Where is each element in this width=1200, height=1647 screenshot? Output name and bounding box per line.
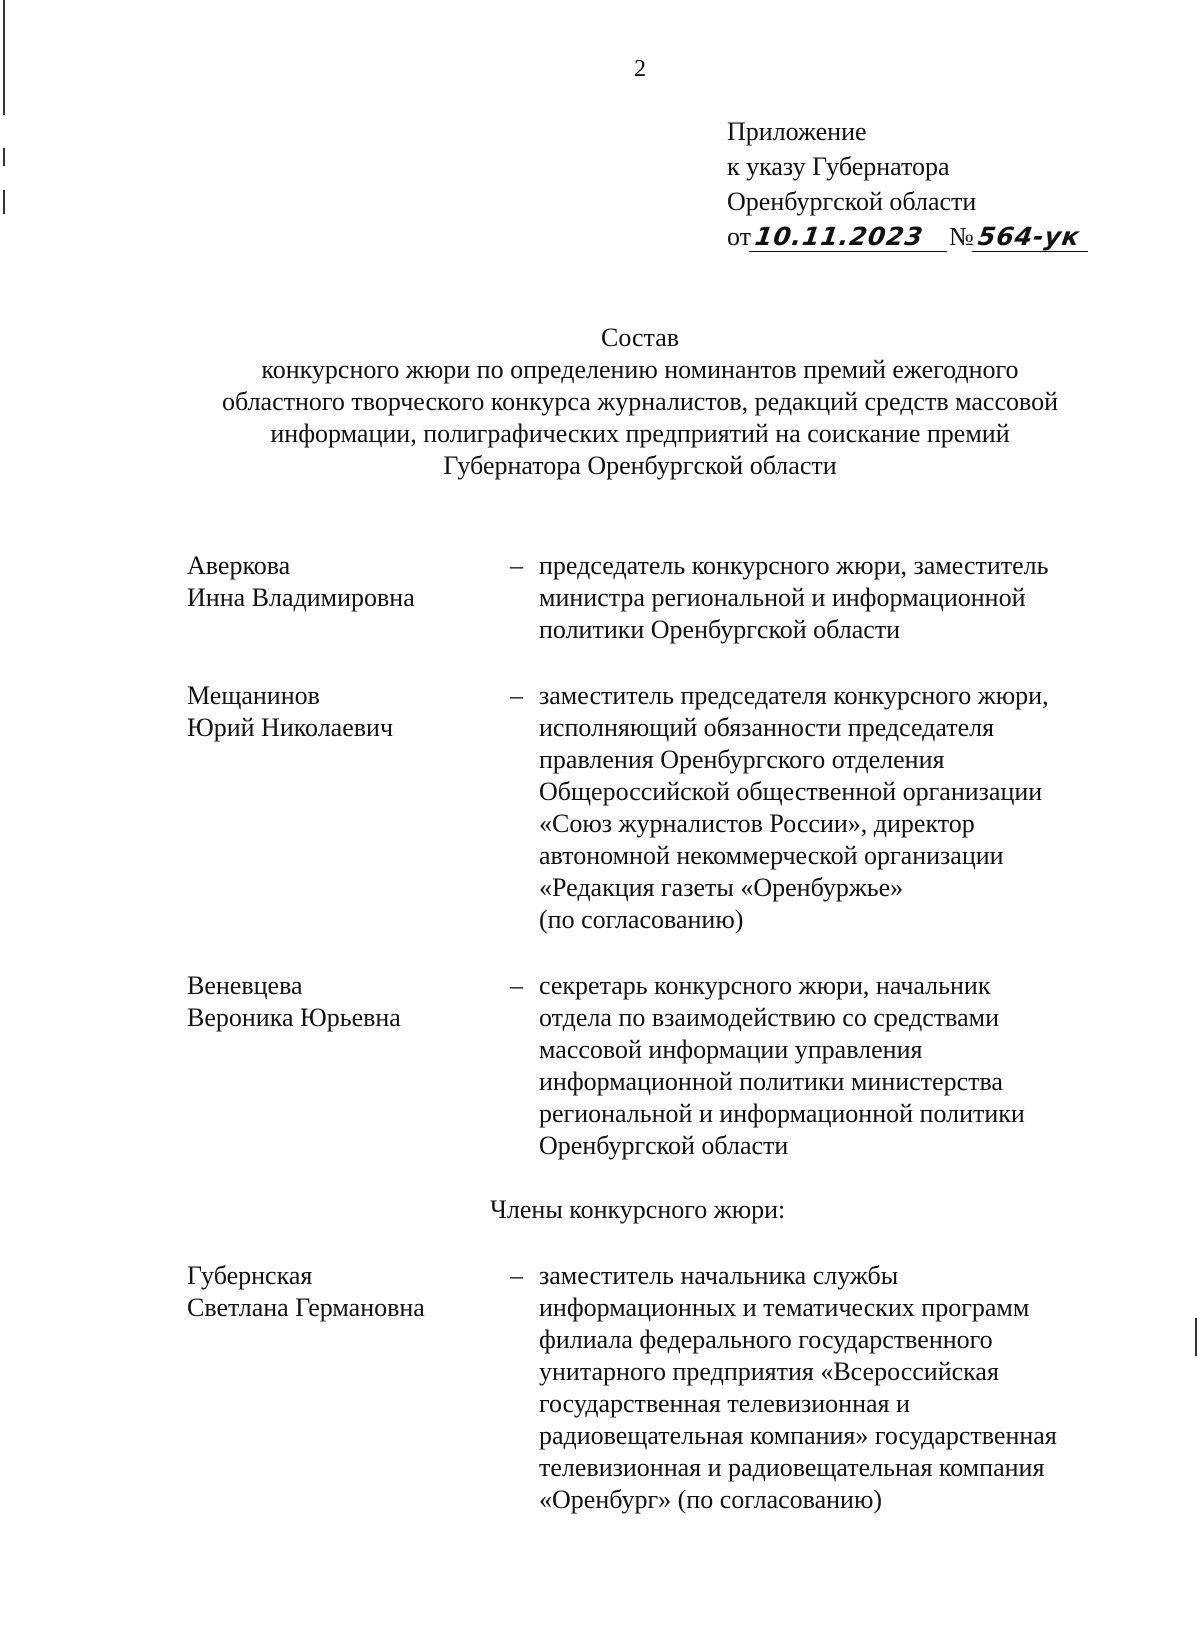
date-prefix: от bbox=[727, 222, 752, 251]
title-heading: Состав bbox=[600, 323, 680, 352]
appendix-date-line bbox=[727, 219, 1090, 254]
member-dash: – bbox=[510, 1261, 523, 1290]
member-dash: – bbox=[510, 681, 523, 710]
scan-edge-mark bbox=[1195, 1318, 1197, 1356]
title-line: конкурсного жюри по определению номинантов премий ежегодного bbox=[261, 355, 1019, 384]
appendix-line: Приложение bbox=[727, 117, 867, 146]
member-role: секретарь конкурсного жюри, начальник отдела по взаимодействию со средствами массовой информации управления информационной политики министерства региональной и информационной политики Оренбургской области bbox=[539, 971, 1025, 1160]
member-role: заместитель председателя конкурсного жюри, исполняющий обязанности председателя правления Оренбургского отделения Общероссийской общественной организации «Союз журналистов России», директор автономной некоммерческой организации «Редакция газеты «Оренбуржье» (по согласованию) bbox=[539, 681, 1049, 934]
document-title bbox=[150, 322, 1130, 482]
member-role: заместитель начальника службы информационных и тематических программ филиала федерального государственного унитарного предприятия «Всероссийская государственная телевизионная и радиовещательная компания» государственная телевизионная и радиовещательная компания «Оренбург» (по согласованию) bbox=[539, 1261, 1057, 1514]
members-heading: Члены конкурсного жюри: bbox=[490, 1195, 786, 1224]
member-name: Аверкова Инна Владимировна bbox=[187, 551, 415, 612]
appendix-line: к указу Губернатора bbox=[727, 152, 950, 181]
member-name: Веневцева Вероника Юрьевна bbox=[187, 971, 401, 1032]
handwritten-number: 564-ук bbox=[972, 223, 1092, 252]
member-role: председатель конкурсного жюри, заместитель министра региональной и информационной политики Оренбургской области bbox=[539, 551, 1049, 644]
appendix-line: Оренбургской области bbox=[727, 187, 977, 216]
title-line: областного творческого конкурса журналистов, редакций средств массовой bbox=[221, 387, 1059, 416]
page-number: 2 bbox=[634, 56, 646, 82]
member-name: Мещанинов Юрий Николаевич bbox=[187, 681, 394, 742]
member-dash: – bbox=[510, 551, 523, 580]
member-dash: – bbox=[510, 971, 523, 1000]
number-prefix: № bbox=[949, 222, 974, 251]
member-name: Губернская Светлана Германовна bbox=[187, 1261, 425, 1322]
appendix-block bbox=[727, 114, 1090, 254]
handwritten-date: 10.11.2023 bbox=[749, 223, 951, 252]
scan-edge-mark bbox=[3, 190, 5, 214]
title-line: Губернатора Оренбургской области bbox=[443, 451, 837, 480]
title-line: информации, полиграфических предприятий на соискание премий bbox=[270, 419, 1010, 448]
scan-edge-mark bbox=[3, 148, 5, 166]
